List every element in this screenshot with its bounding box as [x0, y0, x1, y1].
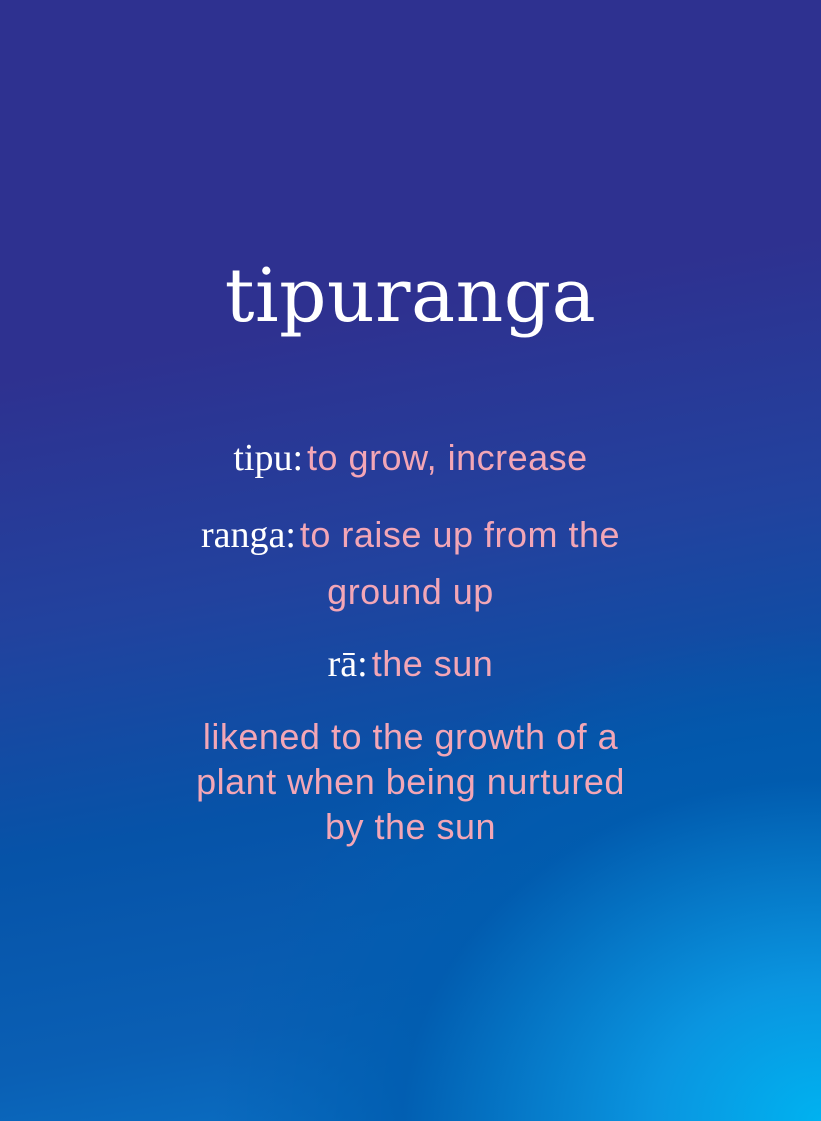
definition-meaning: to grow, increase — [307, 437, 588, 478]
definition-tipu — [150, 434, 671, 490]
definition-meaning: the sun — [371, 643, 494, 684]
definition-term: ranga: — [200, 514, 296, 556]
definition-ra — [150, 640, 671, 696]
definition-meaning-continued: ground up — [327, 571, 494, 612]
explanation-line: likened to the growth of a — [202, 716, 619, 757]
definition-term: rā: — [327, 643, 368, 685]
word-title: tipuranga — [224, 253, 597, 339]
definition-ranga — [150, 510, 671, 624]
definition-meaning: to raise up from the — [299, 514, 621, 555]
explanation-note — [140, 714, 681, 849]
explanation-line: plant when being nurtured — [196, 761, 625, 802]
definition-term: tipu: — [233, 437, 304, 479]
explanation-line: by the sun — [324, 806, 497, 847]
